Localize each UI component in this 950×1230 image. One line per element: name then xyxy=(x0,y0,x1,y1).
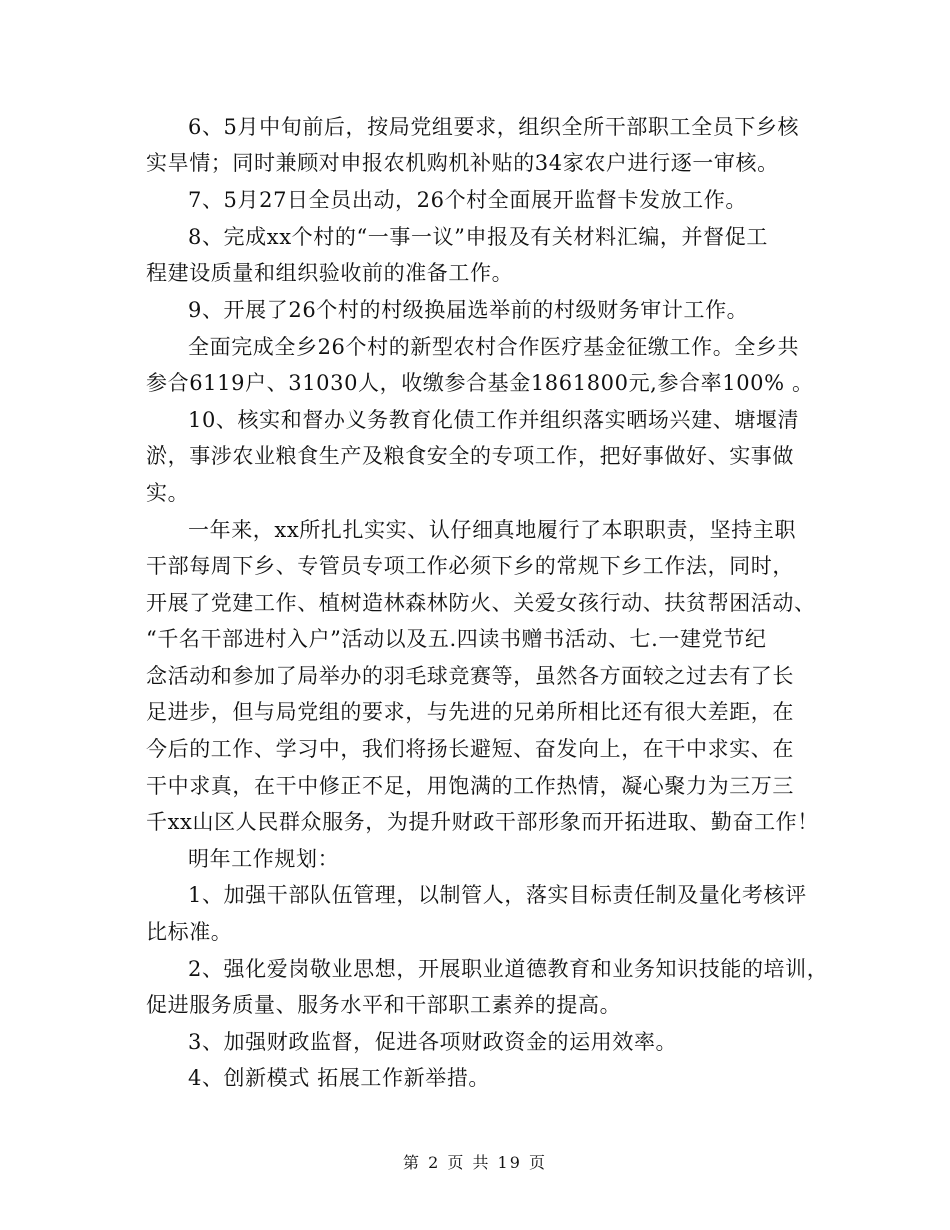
text-line: 程建设质量和组织验收前的准备工作。 xyxy=(146,261,514,285)
text-line: 足进步，但与局党组的要求，与先进的兄弟所相比还有很大差距，在 xyxy=(146,700,794,724)
text-line: 3、加强财政监督，促进各项财政资金的运用效率。 xyxy=(188,1030,678,1054)
text-line: 千xx山区人民群众服务，为提升财政干部形象而开拓进取、勤奋工作！ xyxy=(146,810,819,834)
text-line: 8、完成xx个村的“一事一议”申报及有关材料汇编，并督促工 xyxy=(188,225,768,249)
text-line: 1、加强干部队伍管理，以制管人，落实目标责任制及量化考核评 xyxy=(188,883,807,907)
section-heading: 明年工作规划： xyxy=(188,847,340,871)
text-line: 促进服务质量、服务水平和干部职工素养的提高。 xyxy=(146,993,622,1017)
text-line: 2、强化爱岗敬业思想，开展职业道德教育和业务知识技能的培训， xyxy=(188,957,829,981)
text-line: 淤，事涉农业粮食生产及粮食安全的专项工作，把好事做好、实事做 xyxy=(146,444,794,468)
text-line: 干部每周下乡、专管员专项工作必须下乡的常规下乡工作法，同时， xyxy=(146,554,794,578)
text-line: 今后的工作、学习中，我们将扬长避短、奋发向上，在干中求实、在 xyxy=(146,737,794,761)
page-number-footer: 第 2 页 共 19 页 xyxy=(403,1153,547,1172)
text-line: 念活动和参加了局举办的羽毛球竞赛等，虽然各方面较之过去有了长 xyxy=(146,664,794,688)
text-line: 全面完成全乡26个村的新型农村合作医疗基金征缴工作。全乡共 xyxy=(188,335,800,359)
text-line: 一年来，xx所扎扎实实、认仔细真地履行了本职职责，坚持主职 xyxy=(188,518,797,542)
text-line: 10、核实和督办义务教育化债工作并组织落实晒场兴建、塘堰清 xyxy=(188,408,800,432)
text-line: 7、5月27日全员出动，26个村全面展开监督卡发放工作。 xyxy=(188,188,747,212)
text-line: 6、5月中旬前后，按局党组要求，组织全所干部职工全员下乡核 xyxy=(188,115,800,139)
text-line: 干中求真，在干中修正不足，用饱满的工作热情，凝心聚力为三万三 xyxy=(146,774,794,798)
text-line: 4、创新模式 拓展工作新举措。 xyxy=(188,1066,491,1090)
text-line: “千名干部进村入户”活动以及五.四读书赠书活动、七.一建党节纪 xyxy=(146,627,767,651)
text-line: 实旱情；同时兼顾对申报农机购机补贴的34家农户进行逐一审核。 xyxy=(146,151,779,175)
text-line: 参合6119户、31030人，收缴参合基金1861800元,参合率100% 。 xyxy=(146,371,814,395)
text-line: 比标准。 xyxy=(146,920,233,944)
text-line: 实。 xyxy=(146,481,190,505)
text-line: 9、开展了26个村的村级换届选举前的村级财务审计工作。 xyxy=(188,298,749,322)
text-line: 开展了党建工作、植树造林森林防火、关爱女孩行动、扶贫帮困活动、 xyxy=(146,591,816,615)
